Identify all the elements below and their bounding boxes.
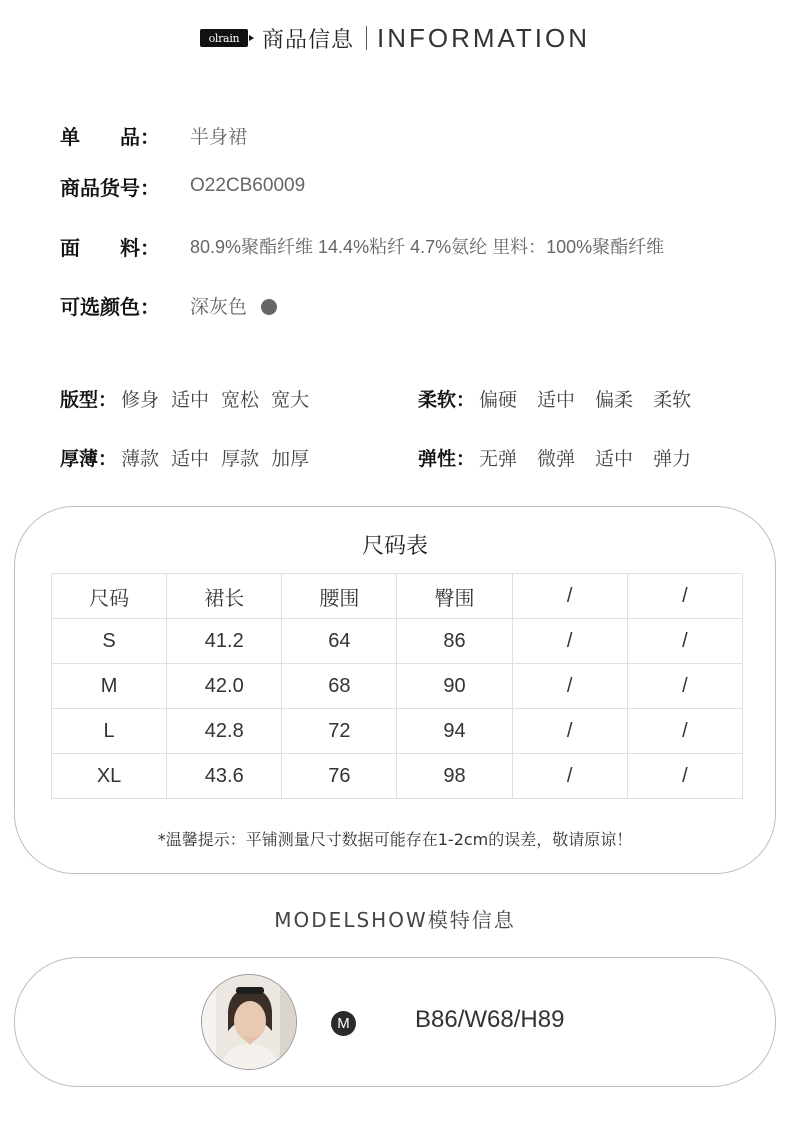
table-cell: 43.6 <box>167 754 282 799</box>
table-row <box>52 664 743 709</box>
table-header-cell: / <box>512 574 627 619</box>
table-cell: / <box>512 619 627 664</box>
attr-option: 宽松 <box>221 388 260 411</box>
table-row <box>52 709 743 754</box>
attr-option: 修身 <box>121 388 160 411</box>
attr-option: 弹力 <box>653 447 692 470</box>
info-row-color <box>60 290 277 320</box>
info-label: 面 料： <box>60 235 160 260</box>
table-cell: XL <box>52 754 167 799</box>
info-label: 单 品： <box>60 124 160 149</box>
attr-option: 偏硬 <box>479 388 518 411</box>
info-value: 半身裙 <box>190 126 248 148</box>
attr-option: 适中 <box>595 447 634 470</box>
info-label: 商品货号： <box>60 175 160 200</box>
info-row-fabric <box>60 231 664 261</box>
table-cell: / <box>512 754 627 799</box>
info-value: 80.9%聚酯纤维 14.4%粘纤 4.7%氨纶 里料：100%聚酯纤维 <box>190 237 665 257</box>
table-header-cell: 裙长 <box>167 574 282 619</box>
table-cell: 90 <box>397 664 512 709</box>
attr-option: 加厚 <box>271 447 310 470</box>
attr-option: 厚款 <box>221 447 260 470</box>
attr-option-selected: 微弹 <box>537 444 575 471</box>
table-cell: / <box>627 754 742 799</box>
table-cell: 76 <box>282 754 397 799</box>
model-card <box>14 957 776 1087</box>
color-name: 深灰色 <box>190 296 248 318</box>
header-divider <box>366 26 367 50</box>
attr-elasticity <box>418 442 703 472</box>
model-photo-icon <box>202 975 297 1070</box>
table-header-cell: 腰围 <box>282 574 397 619</box>
table-cell: 98 <box>397 754 512 799</box>
info-value <box>190 292 277 319</box>
header-title-en: INFORMATION <box>376 22 591 53</box>
table-cell: 86 <box>397 619 512 664</box>
attr-option: 偏柔 <box>595 388 634 411</box>
attr-option: 宽大 <box>271 388 310 411</box>
attr-fit <box>60 383 321 413</box>
size-chart-card <box>14 506 776 874</box>
table-cell: 72 <box>282 709 397 754</box>
brand-logo: olrain <box>200 29 248 47</box>
table-cell: L <box>52 709 167 754</box>
color-swatch <box>261 299 277 315</box>
table-cell: 64 <box>282 619 397 664</box>
model-avatar <box>201 974 297 1070</box>
table-row <box>52 754 743 799</box>
info-value: O22CB60009 <box>190 175 306 196</box>
table-cell: / <box>512 709 627 754</box>
model-size-badge: M <box>331 1011 356 1036</box>
table-header-cell: 臀围 <box>397 574 512 619</box>
attr-label: 柔软： <box>418 388 476 411</box>
size-table <box>51 573 743 799</box>
attr-option-selected: 适中 <box>537 385 575 412</box>
table-header-cell: 尺码 <box>52 574 167 619</box>
attr-thickness <box>60 442 321 472</box>
table-cell: / <box>627 664 742 709</box>
table-cell: / <box>627 709 742 754</box>
model-measurements: B86/W68/H89 <box>415 1006 565 1033</box>
size-chart-title: 尺码表 <box>361 534 428 559</box>
table-cell: / <box>627 619 742 664</box>
table-cell: S <box>52 619 167 664</box>
attr-label: 版型： <box>60 388 118 411</box>
attr-option: 薄款 <box>121 447 160 470</box>
attr-label: 弹性： <box>418 447 476 470</box>
table-cell: 68 <box>282 664 397 709</box>
attr-option-selected: 适中 <box>171 385 209 412</box>
info-row-item <box>60 120 247 150</box>
header-title: 商品信息 <box>261 27 354 53</box>
section-header <box>0 22 790 54</box>
table-cell: 94 <box>397 709 512 754</box>
size-chart-note: *温馨提示：平铺测量尺寸数据可能存在1-2cm的误差，敬请原谅！ <box>157 830 633 849</box>
attr-option: 柔软 <box>653 388 692 411</box>
attr-option: 无弹 <box>479 447 518 470</box>
table-cell: 41.2 <box>167 619 282 664</box>
table-cell: 42.8 <box>167 709 282 754</box>
info-row-sku <box>60 171 305 201</box>
attr-softness <box>418 383 703 413</box>
model-heading: MODELSHOW模特信息 <box>274 908 516 932</box>
attr-option-selected: 适中 <box>171 444 209 471</box>
attr-label: 厚薄： <box>60 447 118 470</box>
table-header-row <box>52 574 743 619</box>
table-row <box>52 619 743 664</box>
table-cell: / <box>512 664 627 709</box>
table-cell: M <box>52 664 167 709</box>
table-cell: 42.0 <box>167 664 282 709</box>
table-header-cell: / <box>627 574 742 619</box>
info-label: 可选颜色： <box>60 294 160 319</box>
